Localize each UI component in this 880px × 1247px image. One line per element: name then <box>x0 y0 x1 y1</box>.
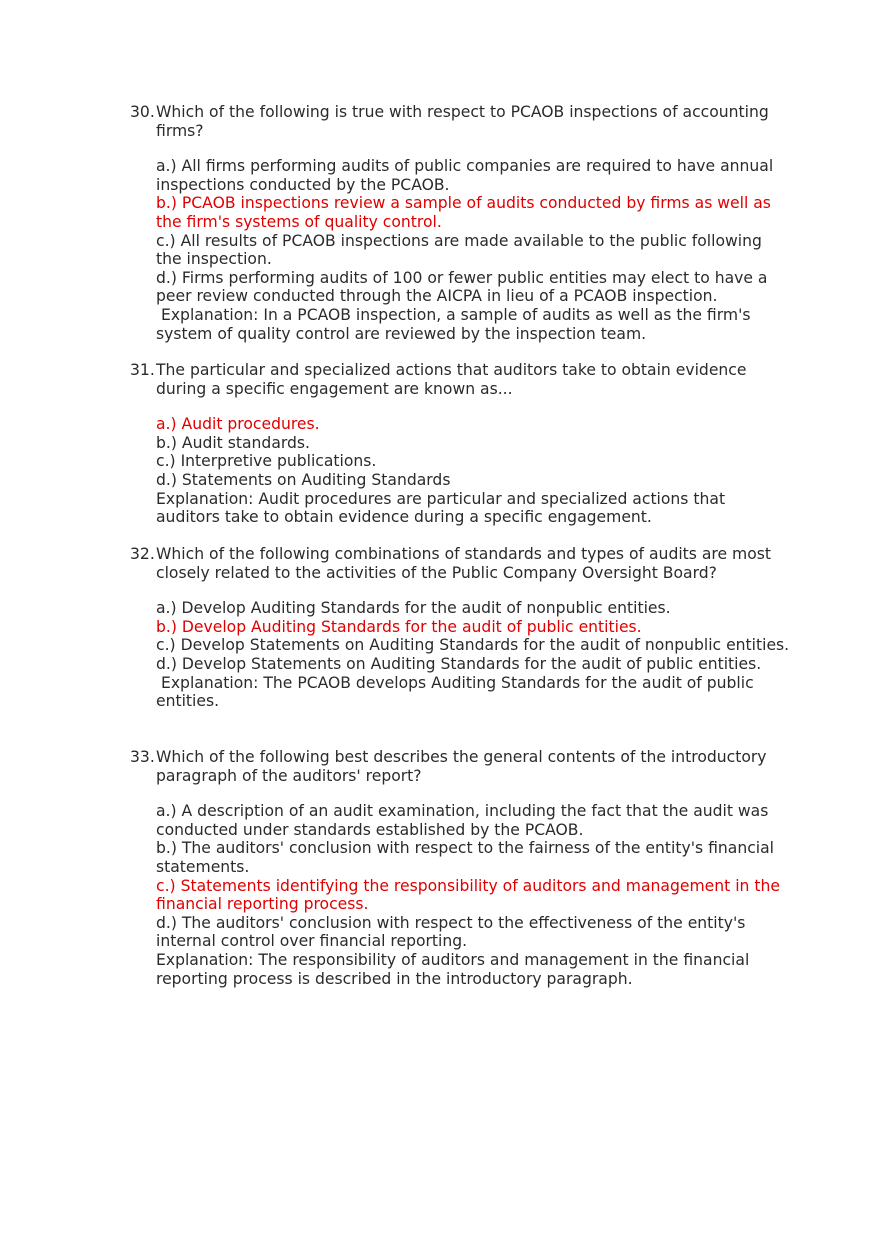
option-a: a.) All firms performing audits of public companies are required to have annual inspections conducted by the PCAOB. <box>156 157 774 194</box>
option-b-correct: b.) Develop Auditing Standards for the audit of public entities. <box>156 617 642 636</box>
answer-options <box>156 415 790 527</box>
option-a-correct: a.) Audit procedures. <box>156 415 320 434</box>
question-stem <box>130 361 790 398</box>
answer-options <box>156 157 790 343</box>
answer-options <box>156 599 790 711</box>
option-c: c.) Develop Statements on Auditing Standards for the audit of nonpublic entities. <box>156 636 790 655</box>
option-b-correct: b.) PCAOB inspections review a sample of audits conducted by firms as well as the firm's systems of quality control. <box>156 194 771 231</box>
question-text: Which of the following is true with respect to PCAOB inspections of accounting firms? <box>156 103 769 140</box>
question-number: 31. <box>130 361 155 379</box>
question-stem <box>130 103 790 140</box>
answer-options <box>156 802 790 988</box>
question-number: 33. <box>130 748 155 766</box>
option-c: c.) All results of PCAOB inspections are made available to the public following the inspection. <box>156 231 762 269</box>
option-d: d.) Statements on Auditing Standards <box>156 470 451 489</box>
question-31 <box>130 361 790 527</box>
question-text: Which of the following best describes the general contents of the introductory paragraph of the auditors' report? <box>156 748 767 785</box>
option-b: b.) Audit standards. <box>156 433 310 452</box>
option-c-correct: c.) Statements identifying the responsibility of auditors and management in the financial reporting process. <box>156 876 780 914</box>
question-stem <box>130 748 790 785</box>
question-30 <box>130 103 790 343</box>
option-c: c.) Interpretive publications. <box>156 452 377 471</box>
question-text: Which of the following combinations of standards and types of audits are most closely related to the activities of the Public Company Oversight Board? <box>156 545 772 582</box>
explanation: Explanation: In a PCAOB inspection, a sample of audits as well as the firm's system of quality control are reviewed by the inspection team. <box>156 305 756 343</box>
question-number: 32. <box>130 545 155 563</box>
question-33 <box>130 748 790 988</box>
option-a: a.) A description of an audit examination, including the fact that the audit was conducted under standards established by the PCAOB. <box>156 802 769 839</box>
option-a: a.) Develop Auditing Standards for the audit of nonpublic entities. <box>156 599 671 618</box>
question-text: The particular and specialized actions that auditors take to obtain evidence during a specific engagement are known as... <box>156 361 747 398</box>
option-d: d.) Firms performing audits of 100 or fewer public entities may elect to have a peer review conducted through the AICPA in lieu of a PCAOB inspection. <box>156 268 768 306</box>
explanation: Explanation: The PCAOB develops Auditing Standards for the audit of public entities. <box>156 673 759 711</box>
question-number: 30. <box>130 103 155 121</box>
explanation: Explanation: Audit procedures are particular and specialized actions that auditors take to obtain evidence during a specific engagement. <box>156 489 726 527</box>
question-32 <box>130 545 790 711</box>
question-stem <box>130 545 790 582</box>
option-d: d.) Develop Statements on Auditing Standards for the audit of public entities. <box>156 654 762 673</box>
option-d: d.) The auditors' conclusion with respect to the effectiveness of the entity's internal control over financial reporting. <box>156 913 746 951</box>
option-b: b.) The auditors' conclusion with respect to the fairness of the entity's financial statements. <box>156 839 775 876</box>
explanation: Explanation: The responsibility of auditors and management in the financial reporting process is described in the introductory paragraph. <box>156 950 750 988</box>
